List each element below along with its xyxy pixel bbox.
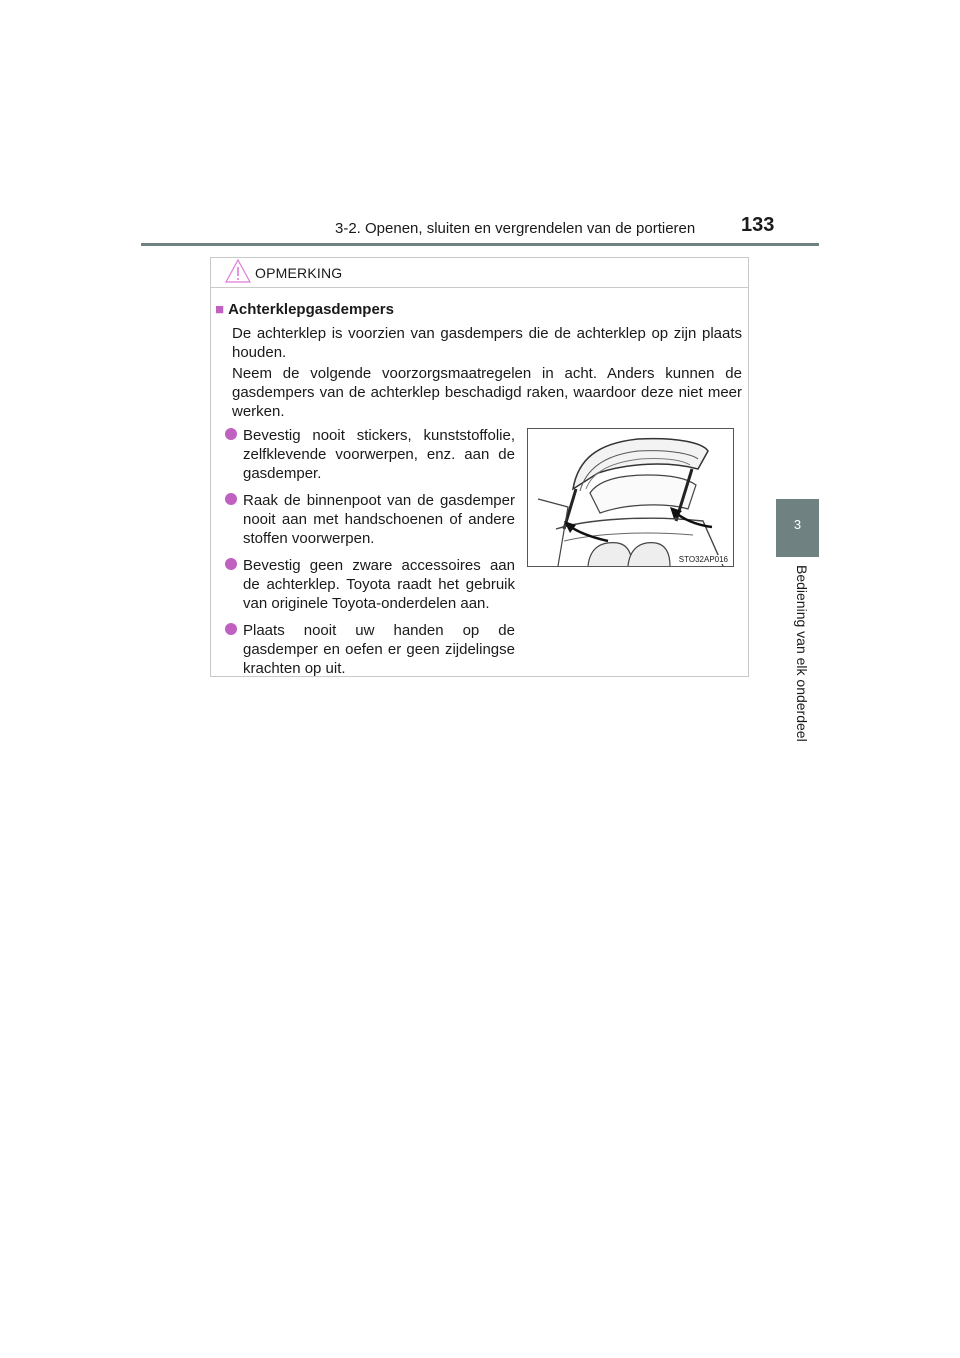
bullet-dot-icon (225, 428, 237, 440)
section-title-text: Achterklepgasdempers (228, 301, 394, 318)
bullet-dot-icon (225, 493, 237, 505)
list-item: Bevestig nooit stickers, kunststoffolie, zelfklevende voorwerpen, enz. aan de gasdemper. (225, 426, 515, 483)
chapter-tab (776, 499, 819, 557)
notice-box (210, 257, 749, 677)
list-item: Plaats nooit uw handen op de gasdemper en oefen er geen zijdelingse krachten op uit. (225, 621, 515, 678)
precaution-list (225, 426, 515, 686)
chapter-number: 3 (793, 517, 802, 532)
list-item: Bevestig geen zware accessoires aan de achterklep. Toyota raadt het gebruik van originele Toyota-onderdelen aan. (225, 556, 515, 613)
tailgate-illustration (527, 428, 734, 567)
chapter-label: Bediening van elk onderdeel (794, 565, 810, 742)
bullet-dot-icon (225, 623, 237, 635)
tailgate-drawing (528, 429, 733, 566)
section-title (215, 301, 394, 318)
notice-header (211, 258, 748, 288)
paragraph-precautions: Neem de volgende voorzorgsmaatregelen in acht. Anders kunnen de gasdempers van de achterklep beschadigd raken, waardoor deze niet meer werken. (232, 365, 742, 420)
paragraph-intro: De achterklep is voorzien van gasdempers die de achterklep op zijn plaats houden. (232, 325, 742, 361)
warning-triangle-icon (225, 259, 251, 283)
notice-label: OPMERKING (255, 265, 343, 281)
header-divider (141, 243, 819, 246)
figure-code: STO32AP016 (678, 555, 728, 564)
page-number: 133 (741, 214, 775, 236)
section-header-title: 3-2. Openen, sluiten en vergrendelen van de portieren (335, 220, 696, 237)
list-item: Raak de binnenpoot van de gasdemper nooit aan met handschoenen of andere stoffen voorwerpen. (225, 491, 515, 548)
bullet-dot-icon (225, 558, 237, 570)
section-marker: ■ (215, 301, 225, 318)
